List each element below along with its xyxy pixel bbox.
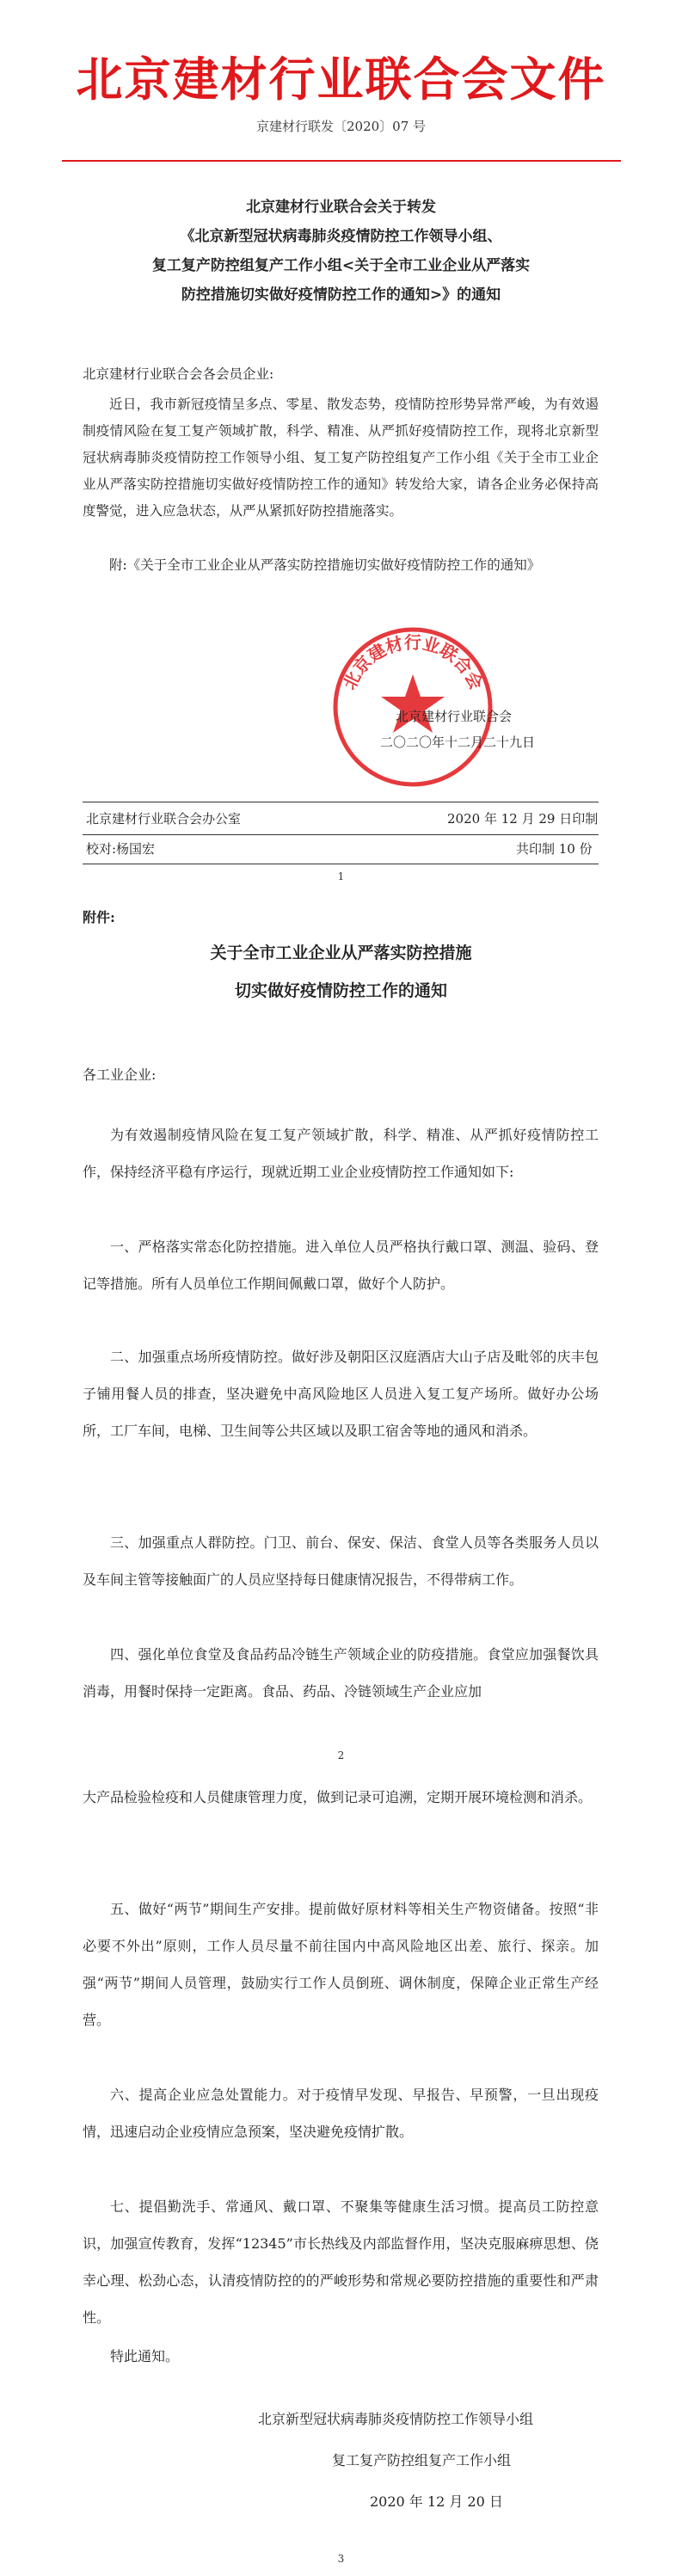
attachment-item: 三、加强重点人群防控。门卫、前台、保安、保洁、食堂人员等各类服务人员以及车间主管等接触面广的人员应坚持每日健康情况报告，不得带病工作。 [83, 1534, 599, 1588]
footer-proofreader: 校对:杨国宏 [86, 841, 156, 857]
document-number: 京建材行联发〔2020〕07 号 [255, 119, 427, 134]
notice-attachment-ref: 附:《关于全市工业企业从严落实防控措施切实做好疫情防控工作的通知》 [109, 557, 541, 573]
attachment-item: 二、加强重点场所疫情防控。做好涉及朝阳区汉庭酒店大山子店及毗邻的庆丰包子铺用餐人员的排查，坚决避免中高风险地区人员进入复工复产场所。做好办公场所，工厂车间，电梯、卫生间等公共区域以及职工宿舍等地的通风和消杀。 [83, 1349, 599, 1439]
attachment-salutation: 各工业企业: [83, 1067, 157, 1083]
attachment-item-continued: 大产品检验检疫和人员健康管理力度，做到记录可追溯，定期开展环境检测和消杀。 [83, 1789, 593, 1805]
notice-date: 二〇二〇年十二月二十九日 [380, 735, 536, 750]
footer-copies: 共印制 10 份 [516, 841, 593, 857]
attachment-item: 六、提高企业应急处置能力。对于疫情早发现、早报告、早预警，一旦出现疫情，迅速启动企业疫情应急预案，坚决避免疫情扩散。 [83, 2087, 599, 2140]
page-number: 3 [337, 2553, 345, 2565]
notice-title-line: 北京建材行业联合会关于转发 [246, 199, 436, 216]
attachment-closing: 特此通知。 [110, 2348, 180, 2364]
notice-title [0, 193, 682, 310]
footer-office: 北京建材行业联合会办公室 [86, 811, 242, 827]
attachment-item: 七、提倡勤洗手、常通风、戴口罩、不聚集等健康生活习惯。提高员工防控意识，加强宣传教育，发挥“12345”市长热线及内部监督作用，坚决克服麻痹思想、侥幸心理、松劲心态，认清疫情防控的的严峻形势和常规必要防控措施的重要性和严肃性。 [83, 2198, 599, 2326]
attachment-intro: 为有效遏制疫情风险在复工复产领域扩散，科学、精准、从严抓好疫情防控工作，保持经济平稳有序运行，现就近期工业企业疫情防控工作通知如下: [83, 1127, 599, 1180]
red-divider [62, 160, 621, 162]
notice-salutation: 北京建材行业联合会各会员企业: [83, 366, 274, 382]
footer-rule-mid [83, 834, 599, 835]
org-title: 北京建材行业联合会文件 [76, 52, 606, 107]
attachment-label: 附件: [83, 909, 115, 925]
footer-print-date: 2020 年 12 月 29 日印制 [447, 811, 599, 827]
notice-signature: 北京建材行业联合会 [396, 709, 513, 724]
attachment-title-line: 切实做好疫情防控工作的通知 [234, 981, 447, 1000]
attachment-title [0, 934, 682, 1010]
notice-title-line: 复工复产防控组复产工作小组<关于全市工业企业从严落实 [151, 257, 531, 274]
seal-text: 北京建材行业联合会 [338, 632, 488, 693]
attachment-item: 四、强化单位食堂及食品药品冷链生产领域企业的防疫措施。食堂应加强餐饮具消毒，用餐时保持一定距离。食品、药品、冷链领域生产企业应加 [83, 1646, 599, 1700]
notice-title-line: 防控措施切实做好疫情防控工作的通知>》的通知 [181, 286, 501, 304]
attachment-signer-1: 北京新型冠状病毒肺炎疫情防控工作领导小组 [258, 2411, 534, 2427]
notice-body: 近日，我市新冠疫情呈多点、零星、散发态势，疫情防控形势异常严峻，为有效遏制疫情风险在复工复产领域扩散，科学、精准、从严抓好疫情防控工作，现将北京新型冠状病毒肺炎疫情防控工作领导小组、复工复产防控组复产工作小组《关于全市工业企业从严落实防控措施切实做好疫情防控工作的通知》转发给大家，请各企业务必保持高度警觉，进入应急状态，从严从紧抓好防控措施落实。 [83, 397, 599, 519]
attachment-date: 2020 年 12 月 20 日 [370, 2493, 503, 2510]
attachment-title-line: 关于全市工业企业从严落实防控措施 [210, 944, 472, 962]
attachment-item: 五、做好“两节”期间生产安排。提前做好原材料等相关生产物资储备。按照“非必要不外出”原则，工作人员尽量不前往国内中高风险地区出差、旅行、探亲。加强“两节”期间人员管理，鼓励实行工作人员倒班、调休制度，保障企业正常生产经营。 [83, 1901, 599, 2028]
page-number: 1 [337, 870, 345, 882]
notice-title-line: 《北京新型冠状病毒肺炎疫情防控工作领导小组、 [180, 228, 502, 245]
attachment-signer-2: 复工复产防控组复产工作小组 [332, 2452, 512, 2468]
page-number: 2 [337, 1749, 345, 1761]
attachment-item: 一、严格落实常态化防控措施。进入单位人员严格执行戴口罩、测温、验码、登记等措施。所有人员单位工作期间佩戴口罩，做好个人防护。 [83, 1239, 599, 1292]
